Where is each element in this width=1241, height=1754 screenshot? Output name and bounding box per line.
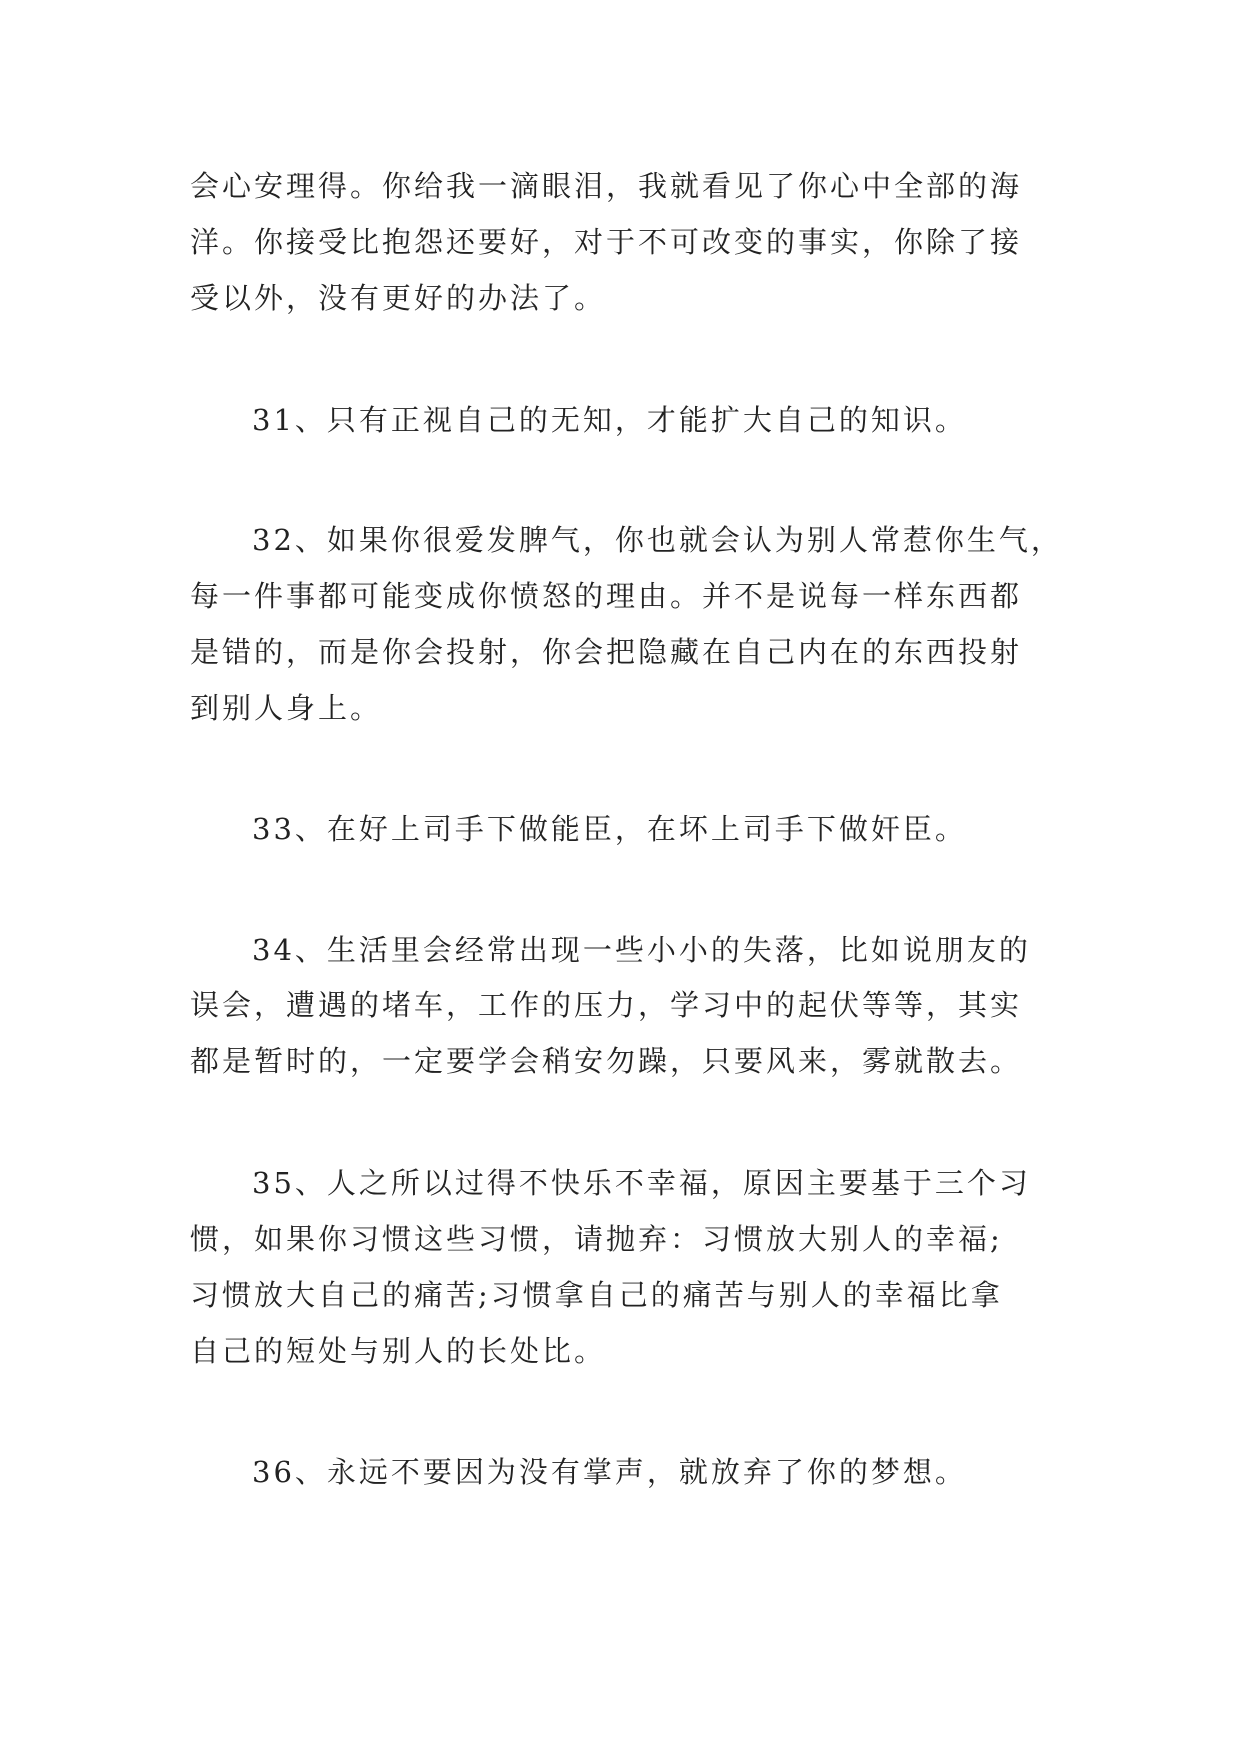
quote-35-line: 习惯放大自己的痛苦;习惯拿自己的痛苦与别人的幸福比拿 <box>190 1278 1003 1312</box>
quote-34-line: 误会，遭遇的堵车，工作的压力，学习中的起伏等等，其实 <box>190 988 1023 1022</box>
continuation-line: 会心安理得。你给我一滴眼泪，我就看见了你心中全部的海 <box>190 169 1023 203</box>
quote-35-line: 35、人之所以过得不快乐不幸福，原因主要基于三个习 <box>252 1166 1031 1200</box>
quote-32-line: 32、如果你很爱发脾气，你也就会认为别人常惹你生气， <box>252 523 1063 557</box>
quote-34-line: 34、生活里会经常出现一些小小的失落，比如说朋友的 <box>252 933 1031 967</box>
quote-34-line: 都是暂时的，一定要学会稍安勿躁，只要风来，雾就散去。 <box>190 1044 1023 1078</box>
quote-35-line: 自己的短处与别人的长处比。 <box>190 1334 607 1368</box>
quote-32-line: 到别人身上。 <box>190 691 383 725</box>
continuation-line: 洋。你接受比抱怨还要好，对于不可改变的事实，你除了接 <box>190 225 1023 259</box>
quote-35-line: 惯，如果你习惯这些习惯，请抛弃：习惯放大别人的幸福; <box>190 1222 1003 1256</box>
continuation-line: 受以外，没有更好的办法了。 <box>190 281 607 315</box>
quote-32-line: 是错的，而是你会投射，你会把隐藏在自己内在的东西投射 <box>190 635 1023 669</box>
quote-32-line: 每一件事都可能变成你愤怒的理由。并不是说每一样东西都 <box>190 579 1023 613</box>
quote-31: 31、只有正视自己的无知，才能扩大自己的知识。 <box>252 403 967 437</box>
quote-33: 33、在好上司手下做能臣，在坏上司手下做奸臣。 <box>252 812 967 846</box>
quote-36: 36、永远不要因为没有掌声，就放弃了你的梦想。 <box>252 1455 967 1489</box>
